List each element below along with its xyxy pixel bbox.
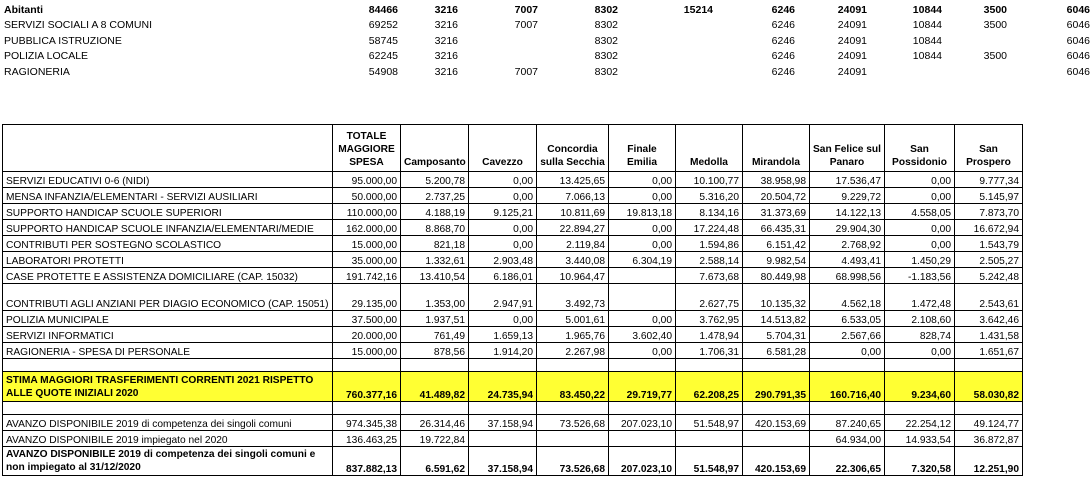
value-cell: 7.873,70 (955, 204, 1023, 220)
value-cell: 0,00 (885, 220, 955, 236)
value-cell: 17.224,48 (676, 220, 743, 236)
value-cell: 3216 (434, 65, 458, 78)
total-row (3, 372, 1023, 402)
value-cell: 2.588,14 (676, 252, 743, 268)
row-label: SERVIZI INFORMATICI (3, 327, 333, 343)
transfers-table (2, 124, 1023, 476)
value-cell (743, 359, 810, 372)
header-cell: Finale Emilia (609, 125, 676, 172)
header-cell (3, 125, 333, 172)
header-cell: San Prospero (955, 125, 1023, 172)
value-cell: 4.493,41 (810, 252, 885, 268)
value-cell: 66.435,31 (743, 220, 810, 236)
value-cell: 22.306,65 (810, 447, 885, 476)
value-cell (469, 402, 537, 415)
table-row (3, 220, 1023, 236)
value-cell: 207.023,10 (609, 415, 676, 431)
value-cell: 7007 (514, 65, 538, 78)
population-row (2, 49, 1092, 65)
value-cell (944, 33, 1009, 49)
value-cell: 17.536,47 (810, 172, 885, 188)
value-cell: 3.762,95 (676, 311, 743, 327)
population-row (2, 33, 1092, 49)
value-cell: 37.158,94 (469, 415, 537, 431)
value-cell: 19.813,18 (609, 204, 676, 220)
row-label: AVANZO DISPONIBILE 2019 di competenza dei singoli comuni (3, 415, 333, 431)
value-cell: 1.965,76 (537, 327, 609, 343)
value-cell: 6246 (771, 34, 795, 47)
value-cell: 29.904,30 (810, 220, 885, 236)
value-cell: 10844 (912, 3, 942, 16)
value-cell: 9.982,54 (743, 252, 810, 268)
population-row (2, 18, 1092, 34)
table-row (3, 204, 1023, 220)
value-cell (401, 402, 469, 415)
value-cell (743, 431, 810, 447)
row-label: AVANZO DISPONIBILE 2019 impiegato nel 2020 (3, 431, 333, 447)
value-cell: 0,00 (469, 311, 537, 327)
value-cell: 26.314,46 (401, 415, 469, 431)
value-cell: 16.672,94 (955, 220, 1023, 236)
header-cell: Mirandola (743, 125, 810, 172)
value-cell: 828,74 (885, 327, 955, 343)
value-cell: 9.777,34 (955, 172, 1023, 188)
value-cell: 6.591,62 (401, 447, 469, 476)
value-cell (955, 402, 1023, 415)
population-row (2, 2, 1092, 18)
value-cell: 8.868,70 (401, 220, 469, 236)
value-cell: 290.791,35 (743, 372, 810, 402)
value-cell (676, 431, 743, 447)
value-cell (676, 402, 743, 415)
value-cell: 8302 (594, 19, 618, 32)
value-cell: 14.513,82 (743, 311, 810, 327)
value-cell: 2.768,92 (810, 236, 885, 252)
value-cell (401, 359, 469, 372)
value-cell: 7.320,58 (885, 447, 955, 476)
value-cell (537, 431, 609, 447)
table-row (3, 415, 1023, 431)
value-cell: 22.894,27 (537, 220, 609, 236)
value-cell: 3216 (434, 3, 458, 16)
value-cell: 1.431,58 (955, 327, 1023, 343)
value-cell: 73.526,68 (537, 447, 609, 476)
value-cell (810, 402, 885, 415)
row-label: MENSA INFANZIA/ELEMENTARI - SERVIZI AUSILIARI (3, 188, 333, 204)
value-cell: 49.124,77 (955, 415, 1023, 431)
value-cell: 7.673,68 (676, 268, 743, 284)
value-cell: 68.998,56 (810, 268, 885, 284)
value-cell: 3.642,46 (955, 311, 1023, 327)
value-cell: 0,00 (469, 220, 537, 236)
header-cell: San Felice sul Panaro (810, 125, 885, 172)
final-row (3, 447, 1023, 476)
value-cell: 6246 (771, 19, 795, 32)
header-cell: TOTALE MAGGIORE SPESA (333, 125, 401, 172)
value-cell: 1.659,13 (469, 327, 537, 343)
value-cell: 9.234,60 (885, 372, 955, 402)
value-cell: 6246 (771, 65, 795, 78)
value-cell: 7.066,13 (537, 188, 609, 204)
value-cell: 1.594,86 (676, 236, 743, 252)
value-cell (609, 431, 676, 447)
value-cell: 15214 (683, 3, 713, 16)
row-label: STIMA MAGGIORI TRASFERIMENTI CORRENTI 2021 RISPETTO ALLE QUOTE INIZIALI 2020 (3, 372, 333, 402)
header-cell: Camposanto (401, 125, 469, 172)
value-cell: 6.581,28 (743, 343, 810, 359)
value-cell: 6246 (771, 3, 795, 16)
value-cell: 10844 (912, 50, 942, 63)
value-cell: 0,00 (609, 343, 676, 359)
value-cell: 8302 (594, 65, 618, 78)
value-cell: 3216 (434, 19, 458, 32)
value-cell: 0,00 (885, 172, 955, 188)
value-cell: 5.145,97 (955, 188, 1023, 204)
value-cell (810, 359, 885, 372)
value-cell: 0,00 (469, 236, 537, 252)
value-cell: 20.000,00 (333, 327, 401, 343)
value-cell: 5.001,61 (537, 311, 609, 327)
value-cell: 54908 (368, 65, 398, 78)
value-cell: 5.200,78 (401, 172, 469, 188)
spacer-row (3, 359, 1023, 372)
value-cell: 4.188,19 (401, 204, 469, 220)
value-cell: 37.158,94 (469, 447, 537, 476)
value-cell: 73.526,68 (537, 415, 609, 431)
value-cell: 0,00 (885, 343, 955, 359)
value-cell: 0,00 (609, 311, 676, 327)
value-cell: 1.472,48 (885, 284, 955, 311)
header-row (3, 125, 1023, 172)
row-label (3, 359, 333, 372)
value-cell: 50.000,00 (333, 188, 401, 204)
row-label: LABORATORI PROTETTI (3, 252, 333, 268)
value-cell: 160.716,40 (810, 372, 885, 402)
value-cell: 36.872,87 (955, 431, 1023, 447)
value-cell (537, 402, 609, 415)
table-row (3, 327, 1023, 343)
value-cell: 35.000,00 (333, 252, 401, 268)
value-cell: 1.450,29 (885, 252, 955, 268)
value-cell: 6046 (1066, 50, 1090, 63)
row-label: RAGIONERIA (4, 65, 70, 78)
value-cell: 3.492,73 (537, 284, 609, 311)
value-cell (885, 402, 955, 415)
row-label: SUPPORTO HANDICAP SCUOLE INFANZIA/ELEMENTARI/MEDIE (3, 220, 333, 236)
value-cell: 0,00 (469, 188, 537, 204)
value-cell: 20.504,72 (743, 188, 810, 204)
value-cell: 64.934,00 (810, 431, 885, 447)
value-cell: 1.353,00 (401, 284, 469, 311)
value-cell: 3500 (983, 50, 1007, 63)
value-cell: 0,00 (885, 236, 955, 252)
table-row (3, 284, 1023, 311)
value-cell: 13.425,65 (537, 172, 609, 188)
value-cell: 95.000,00 (333, 172, 401, 188)
table-row (3, 236, 1023, 252)
value-cell (537, 359, 609, 372)
value-cell (620, 18, 715, 34)
value-cell: 3216 (434, 50, 458, 63)
value-cell: 83.450,22 (537, 372, 609, 402)
value-cell: 2.119,84 (537, 236, 609, 252)
value-cell: 837.882,13 (333, 447, 401, 476)
value-cell: 420.153,69 (743, 415, 810, 431)
value-cell: 29.135,00 (333, 284, 401, 311)
value-cell: 22.254,12 (885, 415, 955, 431)
header-cell: Cavezzo (469, 125, 537, 172)
value-cell: 3.602,40 (609, 327, 676, 343)
value-cell: 24.735,94 (469, 372, 537, 402)
value-cell: 31.373,69 (743, 204, 810, 220)
value-cell: 69252 (368, 19, 398, 32)
row-label: Abitanti (4, 3, 44, 16)
value-cell: 84466 (368, 3, 398, 16)
value-cell: 51.548,97 (676, 447, 743, 476)
row-label (3, 402, 333, 415)
value-cell: 0,00 (609, 236, 676, 252)
value-cell: 6046 (1066, 65, 1090, 78)
value-cell (609, 284, 676, 311)
value-cell: 10.135,32 (743, 284, 810, 311)
value-cell: 37.500,00 (333, 311, 401, 327)
value-cell: 2.108,60 (885, 311, 955, 327)
row-label: SUPPORTO HANDICAP SCUOLE SUPERIORI (3, 204, 333, 220)
value-cell: 10.964,47 (537, 268, 609, 284)
value-cell: 6046 (1066, 34, 1090, 47)
value-cell (944, 64, 1009, 80)
value-cell: 51.548,97 (676, 415, 743, 431)
row-label: POLIZIA LOCALE (4, 50, 89, 63)
value-cell: 3500 (983, 19, 1007, 32)
value-cell (609, 268, 676, 284)
value-cell: 420.153,69 (743, 447, 810, 476)
population-table (2, 2, 1092, 80)
value-cell: 10844 (912, 34, 942, 47)
header-cell: Concordia sulla Secchia (537, 125, 609, 172)
value-cell: 5.704,31 (743, 327, 810, 343)
value-cell: 6.186,01 (469, 268, 537, 284)
value-cell (469, 359, 537, 372)
value-cell: 136.463,25 (333, 431, 401, 447)
value-cell: 878,56 (401, 343, 469, 359)
table-row (3, 252, 1023, 268)
value-cell: 7007 (514, 3, 538, 16)
value-cell: 2.903,48 (469, 252, 537, 268)
value-cell: 5.316,20 (676, 188, 743, 204)
value-cell: 0,00 (469, 172, 537, 188)
value-cell: 110.000,00 (333, 204, 401, 220)
value-cell (460, 33, 540, 49)
value-cell (620, 33, 715, 49)
value-cell: 4.562,18 (810, 284, 885, 311)
row-label: RAGIONERIA - SPESA DI PERSONALE (3, 343, 333, 359)
value-cell: 8302 (594, 50, 618, 63)
value-cell: 5.242,48 (955, 268, 1023, 284)
value-cell: 8302 (594, 3, 618, 16)
value-cell (620, 64, 715, 80)
value-cell: 1.651,67 (955, 343, 1023, 359)
value-cell: 10.811,69 (537, 204, 609, 220)
value-cell: 10844 (912, 19, 942, 32)
value-cell: 0,00 (609, 220, 676, 236)
value-cell: 7007 (514, 19, 538, 32)
value-cell: 1.543,79 (955, 236, 1023, 252)
spacer-row (3, 402, 1023, 415)
value-cell: 3.440,08 (537, 252, 609, 268)
value-cell: 38.958,98 (743, 172, 810, 188)
value-cell: 24091 (837, 19, 867, 32)
value-cell (885, 359, 955, 372)
value-cell: 191.742,16 (333, 268, 401, 284)
value-cell: 1.914,20 (469, 343, 537, 359)
value-cell: 1.478,94 (676, 327, 743, 343)
value-cell: 0,00 (609, 172, 676, 188)
value-cell: 9.229,72 (810, 188, 885, 204)
header-cell: San Possidonio (885, 125, 955, 172)
row-label: CONTRIBUTI AGLI ANZIANI PER DIAGIO ECONOMICO (CAP. 15051) (3, 284, 333, 311)
value-cell: 0,00 (885, 188, 955, 204)
value-cell: 6.151,42 (743, 236, 810, 252)
value-cell: 761,49 (401, 327, 469, 343)
value-cell: -1.183,56 (885, 268, 955, 284)
value-cell: 41.489,82 (401, 372, 469, 402)
value-cell: 8.134,16 (676, 204, 743, 220)
value-cell: 1.332,61 (401, 252, 469, 268)
value-cell: 2.267,98 (537, 343, 609, 359)
value-cell (743, 402, 810, 415)
value-cell: 6.304,19 (609, 252, 676, 268)
value-cell: 8302 (594, 34, 618, 47)
value-cell: 12.251,90 (955, 447, 1023, 476)
row-label: PUBBLICA ISTRUZIONE (4, 34, 122, 47)
value-cell: 80.449,98 (743, 268, 810, 284)
value-cell (469, 431, 537, 447)
value-cell: 821,18 (401, 236, 469, 252)
value-cell: 2.567,66 (810, 327, 885, 343)
row-label: POLIZIA MUNICIPALE (3, 311, 333, 327)
value-cell (333, 402, 401, 415)
table-row (3, 172, 1023, 188)
value-cell: 62.208,25 (676, 372, 743, 402)
value-cell: 14.933,54 (885, 431, 955, 447)
value-cell: 58.030,82 (955, 372, 1023, 402)
value-cell: 24091 (837, 3, 867, 16)
value-cell: 162.000,00 (333, 220, 401, 236)
value-cell: 6.533,05 (810, 311, 885, 327)
value-cell: 24091 (837, 50, 867, 63)
row-label: CASE PROTETTE E ASSISTENZA DOMICILIARE (CAP. 15032) (3, 268, 333, 284)
table-row (3, 188, 1023, 204)
value-cell: 3216 (434, 34, 458, 47)
value-cell: 13.410,54 (401, 268, 469, 284)
value-cell (676, 359, 743, 372)
value-cell: 760.377,16 (333, 372, 401, 402)
value-cell: 15.000,00 (333, 236, 401, 252)
value-cell (620, 49, 715, 65)
value-cell: 29.719,77 (609, 372, 676, 402)
value-cell: 1.937,51 (401, 311, 469, 327)
value-cell: 3500 (983, 3, 1007, 16)
table-row (3, 268, 1023, 284)
value-cell: 10.100,77 (676, 172, 743, 188)
value-cell (869, 64, 944, 80)
value-cell: 87.240,65 (810, 415, 885, 431)
value-cell: 14.122,13 (810, 204, 885, 220)
header-cell: Medolla (676, 125, 743, 172)
value-cell: 6246 (771, 50, 795, 63)
value-cell (955, 359, 1023, 372)
value-cell: 6046 (1066, 19, 1090, 32)
value-cell: 2.627,75 (676, 284, 743, 311)
value-cell: 4.558,05 (885, 204, 955, 220)
value-cell: 0,00 (810, 343, 885, 359)
value-cell: 2.543,61 (955, 284, 1023, 311)
value-cell: 1.706,31 (676, 343, 743, 359)
value-cell: 19.722,84 (401, 431, 469, 447)
table-row (3, 311, 1023, 327)
value-cell (609, 359, 676, 372)
value-cell (609, 402, 676, 415)
row-label: SERVIZI SOCIALI A 8 COMUNI (4, 19, 153, 32)
row-label: AVANZO DISPONIBILE 2019 di competenza dei singoli comuni e non impiegato al 31/12/2020 (3, 447, 333, 476)
table-row (3, 343, 1023, 359)
value-cell: 15.000,00 (333, 343, 401, 359)
value-cell: 2.947,91 (469, 284, 537, 311)
value-cell (460, 49, 540, 65)
table-row (3, 431, 1023, 447)
row-label: SERVIZI EDUCATIVI 0-6 (NIDI) (3, 172, 333, 188)
row-label: CONTRIBUTI PER SOSTEGNO SCOLASTICO (3, 236, 333, 252)
value-cell: 2.505,27 (955, 252, 1023, 268)
value-cell: 207.023,10 (609, 447, 676, 476)
value-cell: 24091 (837, 65, 867, 78)
value-cell: 62245 (368, 50, 398, 63)
value-cell: 6046 (1066, 3, 1090, 16)
population-row (2, 64, 1092, 80)
value-cell (333, 359, 401, 372)
value-cell: 24091 (837, 34, 867, 47)
value-cell: 0,00 (609, 188, 676, 204)
value-cell: 974.345,38 (333, 415, 401, 431)
value-cell: 58745 (368, 34, 398, 47)
value-cell: 9.125,21 (469, 204, 537, 220)
value-cell: 2.737,25 (401, 188, 469, 204)
